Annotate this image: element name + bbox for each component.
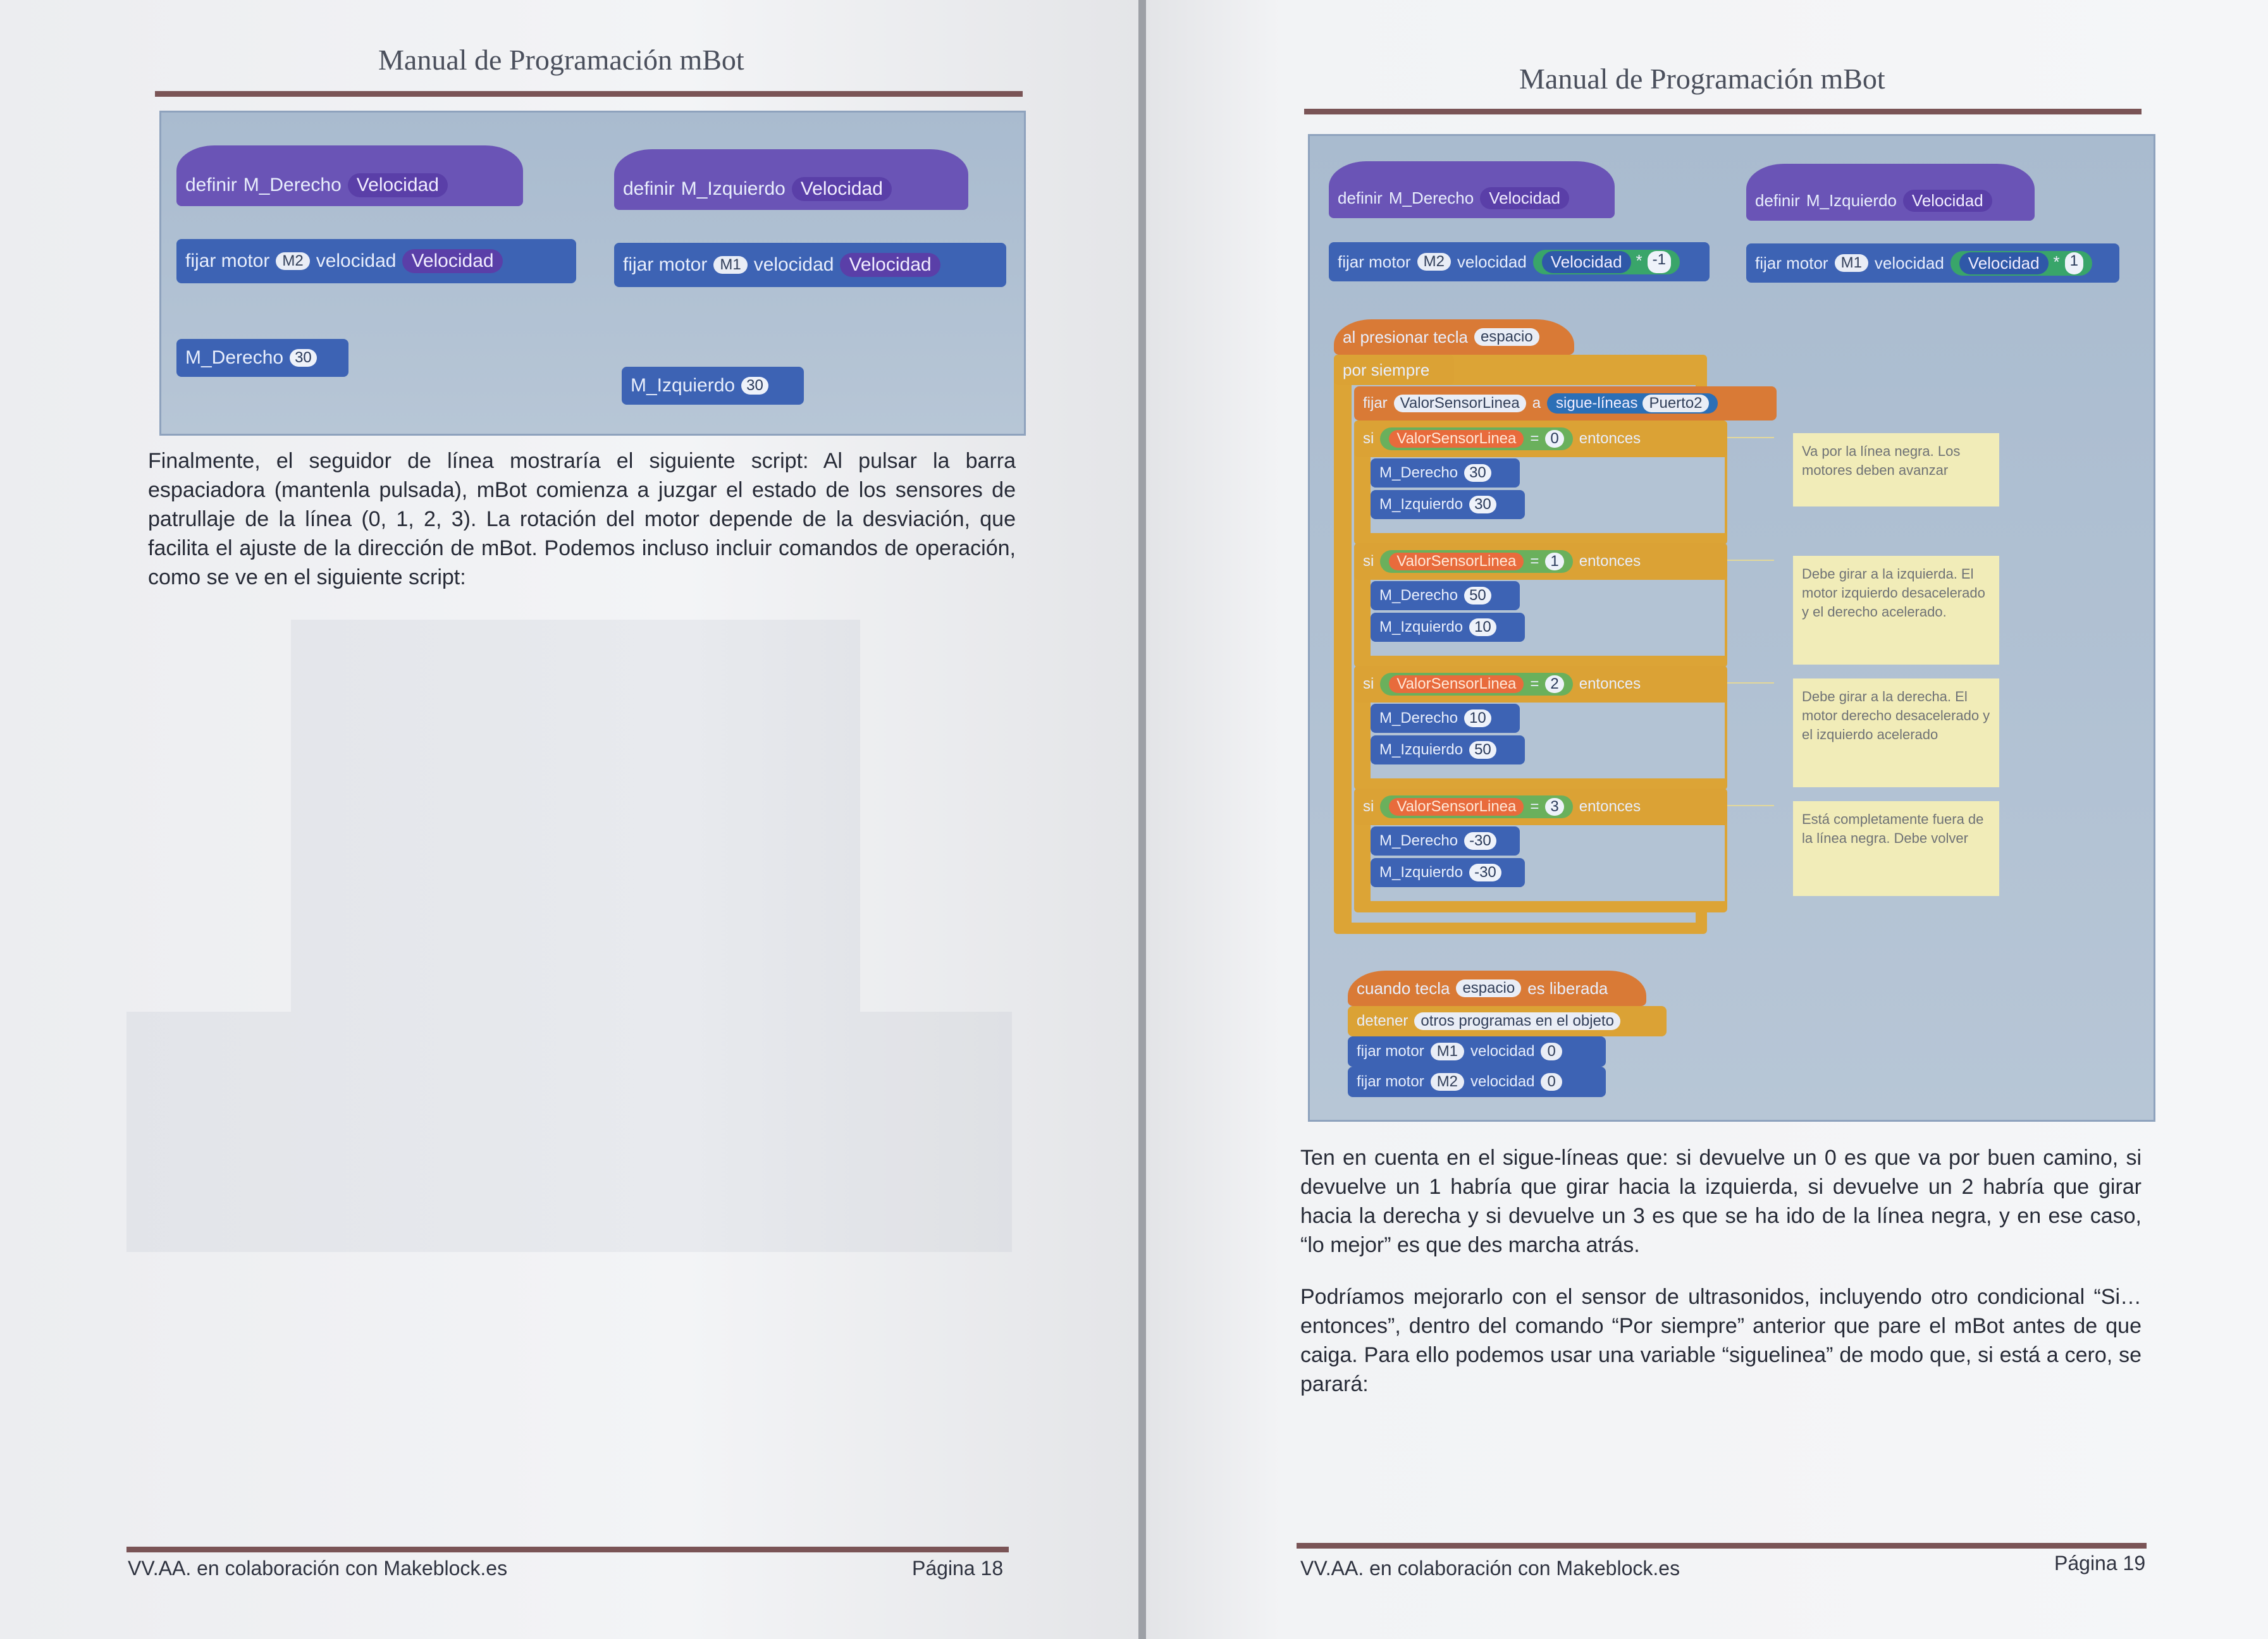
body-paragraph: Finalmente, el seguidor de línea mostraría el siguiente script: Al pulsar la barra espaciadora (mantenla pulsada), mBot comienza a juzgar el estado de los sensores de patrullaje de la línea (0, 1, 2, 3). La rotación del motor depende de la desviación, que facilita el ajuste de la dirección de mBot. Podemos incluso incluir comandos de operación, como se ve en el siguiente script: bbox=[148, 449, 1016, 589]
bleed-through bbox=[291, 620, 860, 1012]
block-label: fijar motor bbox=[1357, 1043, 1424, 1060]
call-value[interactable]: 30 bbox=[1469, 496, 1496, 513]
call-block[interactable] bbox=[1371, 490, 1525, 519]
call-value[interactable]: 30 bbox=[290, 349, 317, 367]
page-header-title: Manual de Programación mBot bbox=[1519, 63, 1885, 95]
header-rule bbox=[1304, 109, 2142, 114]
equals-condition[interactable] bbox=[1380, 427, 1572, 450]
if-keyword: si bbox=[1363, 553, 1374, 570]
call-block[interactable] bbox=[1371, 735, 1525, 764]
line-follower-sensor[interactable] bbox=[1547, 393, 1717, 414]
call-value[interactable]: 50 bbox=[1464, 587, 1491, 605]
block-label: fijar motor bbox=[1755, 253, 1828, 273]
variable-reporter: ValorSensorLinea bbox=[1389, 675, 1524, 693]
call-name: M_Izquierdo bbox=[1379, 864, 1464, 881]
comment-note[interactable]: Debe girar a la derecha. El motor derecho desacelerado y el izquierdo acelerado bbox=[1793, 678, 1999, 787]
motor-dropdown[interactable]: M1 bbox=[1431, 1043, 1464, 1060]
equals-condition[interactable] bbox=[1380, 795, 1572, 818]
define-name: M_Izquierdo bbox=[681, 178, 786, 199]
call-block[interactable] bbox=[176, 339, 348, 377]
compare-value[interactable]: 2 bbox=[1545, 675, 1563, 693]
comment-note[interactable]: Va por la línea negra. Los motores deben avanzar bbox=[1793, 433, 1999, 506]
comment-connector bbox=[1727, 805, 1774, 806]
footer-credit: VV.AA. en colaboración con Makeblock.es bbox=[128, 1557, 508, 1580]
variable-reporter: ValorSensorLinea bbox=[1389, 430, 1524, 448]
define-keyword: definir bbox=[1755, 190, 1800, 210]
speed-param[interactable]: Velocidad bbox=[840, 253, 940, 277]
set-motor-block[interactable] bbox=[176, 239, 576, 283]
if-keyword: si bbox=[1363, 798, 1374, 815]
motor-dropdown[interactable]: M1 bbox=[713, 256, 747, 274]
page-number: Página 18 bbox=[912, 1557, 1004, 1580]
set-motor-block[interactable] bbox=[1329, 242, 1710, 281]
set-variable-block[interactable] bbox=[1354, 386, 1777, 420]
call-block[interactable] bbox=[1371, 858, 1525, 887]
define-param[interactable]: Velocidad bbox=[1480, 187, 1569, 209]
call-block[interactable] bbox=[1371, 704, 1520, 733]
block-label: por siempre bbox=[1343, 360, 1430, 379]
define-block[interactable] bbox=[176, 145, 523, 206]
comment-connector bbox=[1727, 437, 1774, 438]
call-block[interactable] bbox=[1371, 581, 1520, 610]
set-motor-block[interactable] bbox=[614, 243, 1006, 287]
stop-block[interactable] bbox=[1348, 1006, 1667, 1036]
footer-rule bbox=[126, 1547, 1009, 1552]
call-name: M_Derecho bbox=[1379, 587, 1458, 604]
define-name: M_Derecho bbox=[1388, 188, 1474, 207]
motor-dropdown[interactable]: M2 bbox=[1417, 253, 1451, 271]
block-label: cuando tecla bbox=[1357, 978, 1450, 998]
forever-block[interactable] bbox=[1334, 355, 1454, 385]
call-value[interactable]: 30 bbox=[741, 377, 768, 395]
key-press-hat[interactable] bbox=[1334, 319, 1574, 355]
block-label: fijar motor bbox=[1338, 252, 1411, 271]
body-paragraph: Ten en cuenta en el sigue-líneas que: si devuelve un 0 es que va por buen camino, si devuelve un 1 habría que girar hacia la izquierda, si devuelve un 2 habría que girar hacia la derecha y si devuelve un 3 es que se ha ido de la línea negra, y en ese caso, “lo mejor” es que des marcha atrás. bbox=[1300, 1146, 2142, 1257]
block-label: velocidad bbox=[1457, 252, 1527, 271]
port-dropdown[interactable]: Puerto2 bbox=[1642, 395, 1708, 412]
define-keyword: definir bbox=[1338, 188, 1383, 207]
variable-reporter: ValorSensorLinea bbox=[1389, 553, 1524, 570]
key-release-hat[interactable] bbox=[1348, 971, 1646, 1006]
book-gutter bbox=[1138, 0, 1146, 1639]
if-header[interactable] bbox=[1354, 666, 1727, 703]
block-label: detener bbox=[1357, 1012, 1408, 1029]
block-label: velocidad bbox=[316, 250, 397, 271]
call-block[interactable] bbox=[622, 367, 804, 405]
if-header[interactable] bbox=[1354, 420, 1727, 457]
define-param[interactable]: Velocidad bbox=[1903, 190, 1992, 212]
code-panel bbox=[159, 111, 1026, 436]
call-name: M_Izquierdo bbox=[1379, 741, 1464, 758]
code-panel bbox=[1308, 134, 2155, 1122]
page-header-title: Manual de Programación mBot bbox=[378, 44, 744, 76]
operator-symbol: = bbox=[1530, 553, 1539, 570]
footer-rule bbox=[1297, 1543, 2147, 1549]
compare-value[interactable]: 0 bbox=[1545, 430, 1563, 448]
sensor-label: sigue-líneas bbox=[1556, 395, 1638, 412]
block-label: fijar motor bbox=[623, 254, 708, 275]
operator-value[interactable]: -1 bbox=[1648, 251, 1671, 273]
if-header[interactable] bbox=[1354, 789, 1727, 825]
comment-note[interactable]: Debe girar a la izquierda. El motor izquierdo desacelerado y el derecho acelerado. bbox=[1793, 556, 1999, 665]
call-block[interactable] bbox=[1371, 613, 1525, 642]
block-label: velocidad bbox=[1470, 1073, 1535, 1090]
set-motor-block[interactable] bbox=[1348, 1036, 1606, 1067]
multiply-operator[interactable] bbox=[1951, 251, 2092, 276]
call-block[interactable] bbox=[1371, 826, 1520, 856]
operator-symbol: = bbox=[1530, 430, 1539, 447]
key-dropdown[interactable]: espacio bbox=[1474, 328, 1539, 346]
set-motor-block[interactable] bbox=[1348, 1067, 1606, 1097]
block-label: velocidad bbox=[1874, 253, 1944, 273]
footer-credit: VV.AA. en colaboración con Makeblock.es bbox=[1300, 1557, 1680, 1580]
call-name: M_Izquierdo bbox=[1379, 618, 1464, 635]
equals-condition[interactable] bbox=[1380, 673, 1572, 696]
multiply-operator[interactable] bbox=[1533, 250, 1680, 274]
speed-dropdown[interactable]: 0 bbox=[1541, 1043, 1562, 1060]
call-value[interactable]: 10 bbox=[1469, 618, 1496, 636]
block-label: es liberada bbox=[1527, 978, 1608, 998]
block-label: fijar bbox=[1363, 395, 1388, 412]
then-keyword: entonces bbox=[1579, 430, 1641, 447]
define-keyword: definir bbox=[623, 178, 675, 199]
speed-param: Velocidad bbox=[1959, 252, 2049, 274]
call-name: M_Derecho bbox=[1379, 709, 1458, 727]
call-value[interactable]: 50 bbox=[1469, 741, 1496, 759]
define-name: M_Derecho bbox=[243, 175, 342, 195]
block-label: fijar motor bbox=[1357, 1073, 1424, 1090]
variable-reporter: ValorSensorLinea bbox=[1389, 798, 1524, 816]
comment-connector bbox=[1727, 682, 1774, 684]
variable-dropdown[interactable]: ValorSensorLinea bbox=[1394, 395, 1526, 412]
if-keyword: si bbox=[1363, 430, 1374, 447]
key-dropdown[interactable]: espacio bbox=[1456, 979, 1521, 997]
block-label: al presionar tecla bbox=[1343, 327, 1468, 347]
call-value[interactable]: 10 bbox=[1464, 709, 1491, 727]
header-rule bbox=[155, 91, 1023, 97]
define-name: M_Izquierdo bbox=[1806, 190, 1897, 210]
block-label: a bbox=[1532, 395, 1541, 412]
then-keyword: entonces bbox=[1579, 675, 1641, 692]
compare-value[interactable]: 1 bbox=[1545, 553, 1563, 570]
motor-dropdown[interactable]: M2 bbox=[276, 252, 309, 270]
call-value[interactable]: -30 bbox=[1469, 864, 1501, 881]
operator-symbol: = bbox=[1530, 798, 1539, 815]
block-label: fijar motor bbox=[185, 250, 270, 271]
define-block[interactable] bbox=[614, 149, 968, 210]
speed-param[interactable]: Velocidad bbox=[402, 249, 502, 273]
block-label: velocidad bbox=[753, 254, 834, 275]
motor-dropdown[interactable]: M1 bbox=[1835, 254, 1868, 272]
call-name: M_Izquierdo bbox=[631, 375, 736, 396]
right-page bbox=[1146, 0, 2268, 1639]
stop-option-dropdown[interactable]: otros programas en el objeto bbox=[1414, 1012, 1620, 1030]
define-keyword: definir bbox=[185, 175, 237, 195]
block-label: velocidad bbox=[1470, 1043, 1535, 1060]
body-paragraph: Podríamos mejorarlo con el sensor de ultrasonidos, incluyendo otro condicional “Si…entonces”, dentro del comando “Por siempre” anterior que pare el mBot antes de que caiga. Para ello podemos usar una variable “siguelinea” de modo que, si está a cero, se parará: bbox=[1300, 1285, 2142, 1396]
operator-symbol: * bbox=[1636, 250, 1642, 270]
if-header[interactable] bbox=[1354, 543, 1727, 580]
page-number: Página 19 bbox=[2054, 1552, 2146, 1575]
call-name: M_Derecho bbox=[185, 347, 284, 368]
then-keyword: entonces bbox=[1579, 553, 1641, 570]
operator-value[interactable]: 1 bbox=[2065, 252, 2083, 274]
then-keyword: entonces bbox=[1579, 798, 1641, 815]
set-motor-block[interactable] bbox=[1746, 243, 2119, 283]
comment-note[interactable]: Está completamente fuera de la línea negra. Debe volver bbox=[1793, 801, 1999, 896]
speed-dropdown[interactable]: 0 bbox=[1541, 1073, 1562, 1091]
if-keyword: si bbox=[1363, 675, 1374, 692]
call-value[interactable]: -30 bbox=[1464, 832, 1496, 850]
call-block[interactable] bbox=[1371, 458, 1520, 488]
define-block[interactable] bbox=[1746, 164, 2035, 221]
bleed-through bbox=[126, 1012, 1012, 1252]
compare-value[interactable]: 3 bbox=[1545, 798, 1563, 816]
call-name: M_Derecho bbox=[1379, 464, 1458, 481]
define-param[interactable]: Velocidad bbox=[792, 177, 892, 201]
define-block[interactable] bbox=[1329, 161, 1615, 218]
define-param[interactable]: Velocidad bbox=[348, 173, 448, 197]
call-name: M_Izquierdo bbox=[1379, 496, 1464, 513]
call-value[interactable]: 30 bbox=[1464, 464, 1491, 482]
equals-condition[interactable] bbox=[1380, 550, 1572, 573]
comment-connector bbox=[1727, 560, 1774, 561]
motor-dropdown[interactable]: M2 bbox=[1431, 1073, 1464, 1091]
operator-symbol: * bbox=[2053, 252, 2060, 271]
speed-param: Velocidad bbox=[1542, 251, 1631, 273]
call-name: M_Derecho bbox=[1379, 832, 1458, 849]
operator-symbol: = bbox=[1530, 675, 1539, 692]
